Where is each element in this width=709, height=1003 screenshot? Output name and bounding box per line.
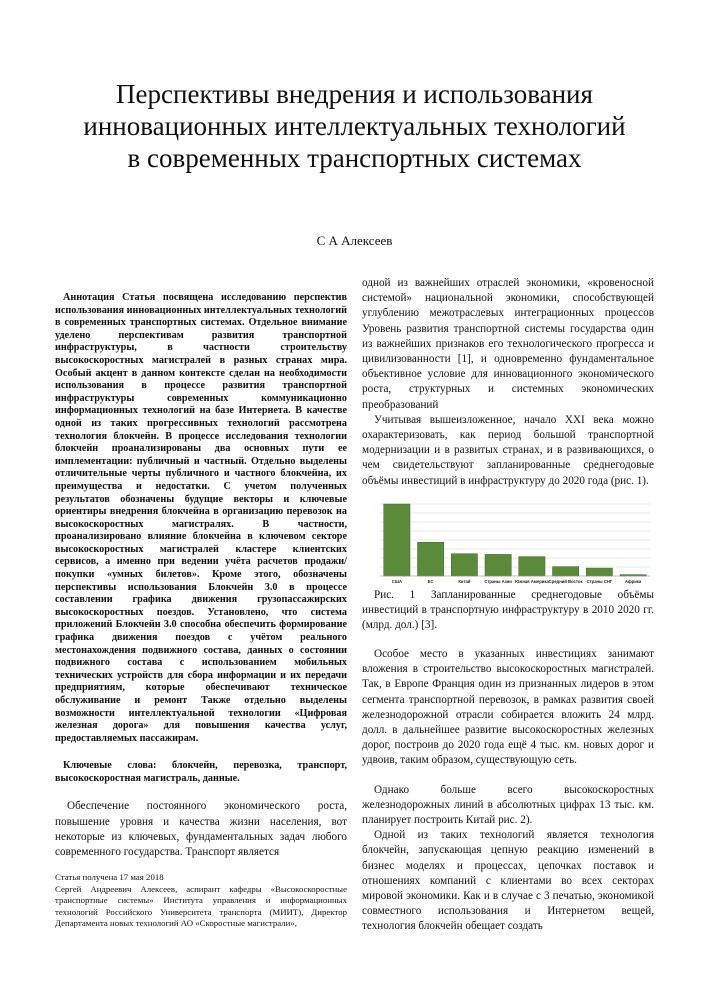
chart-category-label: Средний Восток [548, 579, 583, 584]
left-column [55, 292, 347, 860]
paragraph-investments: Учитывая вышеизложенное, начало XXI века можно охарактеризовать, как период большой транспортной модернизации и в развитых странах, и в развивающихся, о чем свидетельствуют запланированные среднегодовые объёмы инвестиций в инфраструктуру до 2020 года (рис. 1). [362, 413, 654, 487]
chart-category-label: Страны СНГ [586, 579, 613, 584]
chart-bar [586, 568, 612, 576]
paragraph-china: Однако больше всего высокоскоростных железнодорожных линий в абсолютных цифрах 13 тыс. км. планирует построить Китай рис. 2). [362, 783, 654, 827]
chart-category-label: США [391, 579, 403, 584]
abstract: Аннотация Статья посвящена исследованию перспектив использования инновационных интеллектуальных технологий в современных транспортных системах. Отдельное внимание уделено перспективам развития транспортной инфраструктуры, в частности строительству высокоскоростных магистралей в разных странах мира. Особый акцент в данном контексте сделан на необходимости использования в процессе развития транспортной инфраструктуры современных коммуникационно информационных технологий на базе Интернета. В качестве одной из таких прогрессивных технологий рассмотрена технология блокчейн. В процессе исследования технологии блокчейн проанализированы два основных пути ее имплементации: публичный и частный. Отдельно выделены отличительные черты публичного и частного блокчейна, их преимущества и недостатки. С учетом полученных результатов обозначены будущие векторы и ключевые ориентиры внедрения блокчейна в организацию перевозок на высокоскоростных магистралях. В частности, проанализировано влияние блокчейна в ключевом секторе высокоскоростных магистралей кластере клиентских сервисов, а именно при ведении учёта расчетов продажи/покупки «умных билетов». Кроме этого, обозначены перспективы использования Блокчейн 3.0 в процессе составлении графика движения грузопассажирских высокоскоростных поездов. Установлено, что система приложений Блокчейн 3.0 способна обеспечить формирование графика движения поездов с учётом реального местонахождения подвижного состава, данных о состоянии подвижного состава с использованием мобильных технических устройств для сбора информации и их передачи предприятиям, которые обеспечивают техническое обслуживание и ремонт Также отдельно выделены возможности интеллектуальной технологии «Цифровая железная дорога» для повышения качества услуг, предоставляемых пассажирам. [55, 292, 347, 744]
footnote-received: Статья получена 17 мая 2018 [55, 872, 164, 882]
chart-bar [451, 554, 477, 576]
keywords: Ключевые слова: блокчейн, перевозка, транспорт, высокоскоростная магистраль, данные. [55, 760, 347, 785]
chart-bar [384, 504, 410, 576]
figure-1-caption: Рис. 1 Запланированные среднегодовые объёмы инвестиций в транспортную инфраструктуру в 2010 2020 гг. (млрд. дол.) [3]. [362, 589, 654, 632]
paper-title: Перспективы внедрения и использования инновационных интеллектуальных технологий в современных транспортных системах [83, 79, 626, 173]
paragraph-transport: одной из важнейших отраслей экономики, «кровеносной системой» национальной экономики, способствующей углублению межотраслевых интеграционных процессов Уровень развития транспортной системы государства один из важнейших признаков его технологического прогресса и цивилизованности [1], и одновременно фундаментальное объективное условие для инновационного экономического роста, структурных и системных экономических преобразований [362, 277, 654, 411]
chart-category-label: ЕС [427, 579, 434, 584]
chart-category-label: Страны Азии [484, 579, 512, 584]
chart-category-label: Южная Америка [514, 579, 549, 584]
chart-bar [418, 542, 444, 576]
author-line: С А Алексеев [316, 233, 393, 248]
chart-bar [485, 554, 511, 576]
chart-bar [519, 557, 545, 576]
chart-category-label: Африка [624, 579, 642, 584]
paragraph-hsr: Особое место в указанных инвестициях занимают вложения в строительство высокоскоростных магистралей. Так, в Европе Франция один из признанных лидеров в этом сегмента транспортной перевозок, в рамках развития своей железнодорожной отрасли собирается вложить 24 млрд. долл. в дальнейшее развитие высокоскоростных железных дорог, построив до 2020 года ещё 4 тыс. км. новых дорог и удвоив, таким образом, существующую сеть. [362, 648, 654, 767]
right-column-top [362, 276, 654, 489]
paragraph-blockchain: Одной из таких технологий является технология блокчейн, запускающая цепную реакцию изменений в бизнес моделях и процессах, цепочках поставок и отношениях компаний с клиентами во всех секторах мировой экономики. Как и в случае с 3 печатью, экономикой совместного использования и Интернетом вещей, технология блокчейн обещает создать [362, 829, 654, 933]
chart-bar [553, 567, 579, 576]
footnote-author: Сергей Андреевич Алексеев, аспирант кафедры «Высокоскоростные транспортные системы» Института управления и информационных технологий Российского Университета транспорта (МИИТ), Директор Департамента новых технологий АО «Скоростные магистрали», [55, 883, 347, 929]
chart-category-label: Китай [458, 579, 471, 584]
right-column-bottom [362, 647, 654, 935]
footnote [55, 872, 347, 930]
investment-bar-chart [380, 500, 650, 584]
intro-paragraph: Обеспечение постоянного экономического роста, повышение уровня и качества жизни населения, вот некоторые из ключевых, фундаментальных задач любого современного государства. Транспорт является [55, 800, 347, 858]
